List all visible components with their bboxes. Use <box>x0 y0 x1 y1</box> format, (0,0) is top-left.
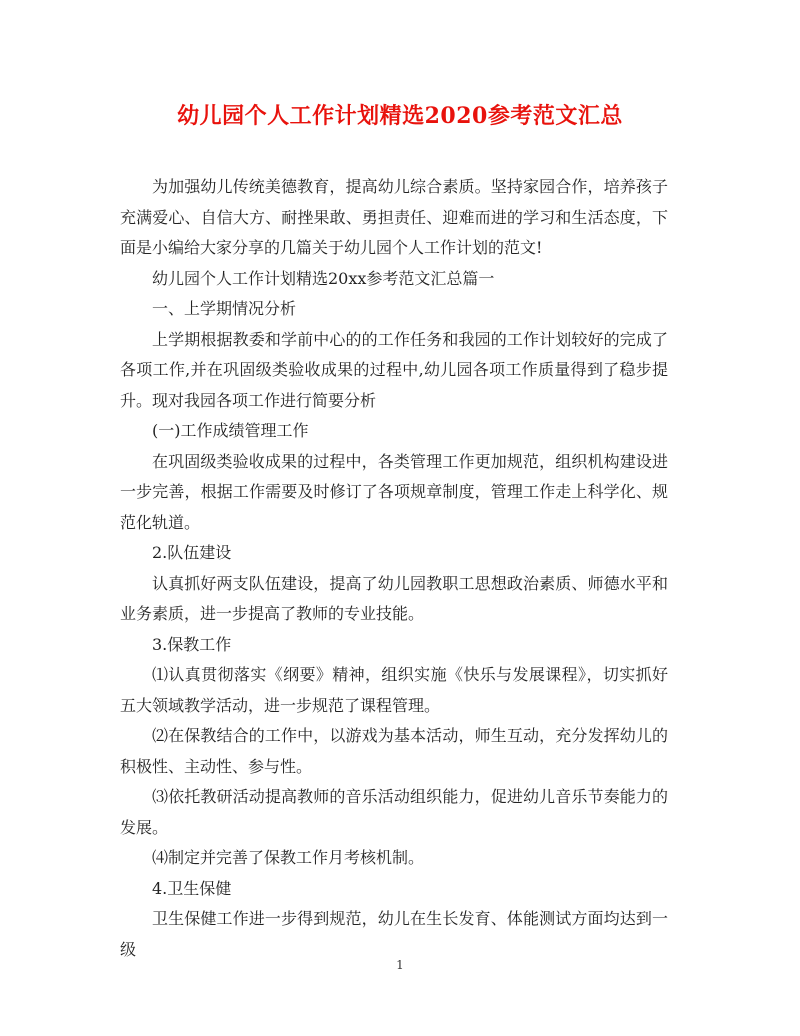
list-item: ⑷制定并完善了保教工作月考核机制。 <box>152 848 425 867</box>
section-heading: 3.保教工作 <box>152 634 232 654</box>
document-title: 幼儿园个人工作计划精选2020参考范文汇总 <box>177 103 623 129</box>
section-heading: (一)工作成绩管理工作 <box>152 421 309 440</box>
section-heading: 4.卫生保健 <box>152 878 232 898</box>
paragraph: 卫生保健工作进一步得到规范，幼儿在生长发育、体能测试方面均达到一级 <box>120 909 668 959</box>
list-item: ⑴认真贯彻落实《纲要》精神，组织实施《快乐与发展课程》，切实抓好五大领域教学活动，进一步规范了课程管理。 <box>120 665 668 715</box>
paragraph: 认真抓好两支队伍建设，提高了幼儿园教职工思想政治素质、师德水平和业务素质，进一步提高了教师的专业技能。 <box>120 573 668 623</box>
page-number: 1 <box>396 958 404 972</box>
list-item: ⑶依托教研活动提高教师的音乐活动组织能力，促进幼儿音乐节奏能力的发展。 <box>120 787 668 837</box>
list-item: ⑵在保教结合的工作中，以游戏为基本活动，师生互动，充分发挥幼儿的积极性、主动性、参与性。 <box>120 726 668 776</box>
paragraph: 上学期根据教委和学前中心的的工作任务和我园的工作计划较好的完成了各项工作,并在巩固级类验收成果的过程中,幼儿园各项工作质量得到了稳步提升。现对我园各项工作进行简要分析 <box>120 329 668 410</box>
paragraph-intro: 为加强幼儿传统美德教育，提高幼儿综合素质。坚持家园合作，培养孩子充满爱心、自信大方、耐挫果敢、勇担责任、迎难而进的学习和生活态度，下面是小编给大家分享的几篇关于幼儿园个人工作计划的范文! <box>120 177 668 257</box>
paragraph: 在巩固级类验收成果的过程中，各类管理工作更加规范，组织机构建设进一步完善，根据工作需要及时修订了各项规章制度，管理工作走上科学化、规范化轨道。 <box>120 451 668 532</box>
section-heading: 2.队伍建设 <box>152 543 232 562</box>
section-heading: 一、上学期情况分析 <box>152 299 297 318</box>
document-body <box>120 172 668 965</box>
section-heading: 幼儿园个人工作计划精选20xx参考范文汇总篇一 <box>152 268 495 288</box>
